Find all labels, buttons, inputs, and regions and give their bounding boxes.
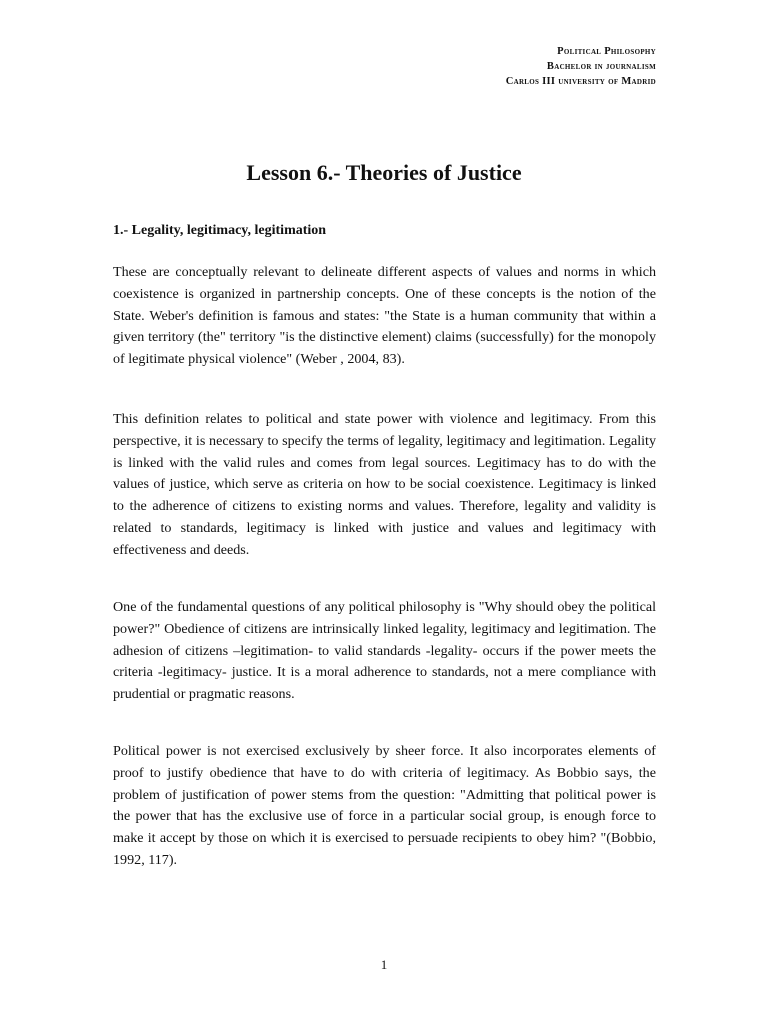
page-number: 1 [380, 957, 388, 972]
paragraph-4: Political power is not exercised exclusively by sheer force. It also incorporates elements of proof to justify obedience that have to do with criteria of legitimacy. As Bobbio says, the problem of justification of power stems from the question: "Admitting that political power is the power that has the exclusive use of force in a particular social group, is enough force to make it accept by those on which it is exercised to persuade recipients to obey him? "(Bobbio, 1992, 117). [113, 743, 656, 868]
lesson-title: Lesson 6.- Theories of Justice [246, 160, 522, 185]
header-course: Political Philosophy [557, 46, 656, 57]
paragraph-2: This definition relates to political and state power with violence and legitimacy. From this perspective, it is necessary to specify the terms of legality, legitimacy and legitimation. Legality is linked with the valid rules and comes from legal sources. Legitimacy has to do with the values of justice, which serve as criteria on how to be social coexistence. Legitimacy is linked to the adherence of citizens to existing norms and values. Therefore, legality and validity is related to standards, legitimacy is linked with justice and values and legitimacy with effectiveness and deeds. [113, 411, 656, 558]
paragraph-1: These are conceptually relevant to delineate different aspects of values and norms in which coexistence is organized in partnership concepts. One of these concepts is the notion of the State. Weber's definition is famous and states: "the State is a human community that within a given territory (the" territory "is the distinctive element) claims (successfully) for the monopoly of legitimate physical violence" (Weber , 2004, 83). [113, 264, 656, 368]
running-header [506, 44, 656, 89]
header-degree: Bachelor in journalism [546, 61, 656, 72]
header-university: Carlos III university of Madrid [505, 76, 656, 87]
section-heading: 1.- Legality, legitimacy, legitimation [113, 223, 327, 238]
paragraph-3: One of the fundamental questions of any political philosophy is "Why should obey the political power?" Obedience of citizens are intrinsically linked legality, legitimacy and legitimation. The adhesion of citizens –legitimation- to valid standards -legality- occurs if the power meets the criteria -legitimacy- justice. It is a moral adherence to standards, not a mere compliance with prudential or pragmatic reasons. [113, 599, 656, 703]
